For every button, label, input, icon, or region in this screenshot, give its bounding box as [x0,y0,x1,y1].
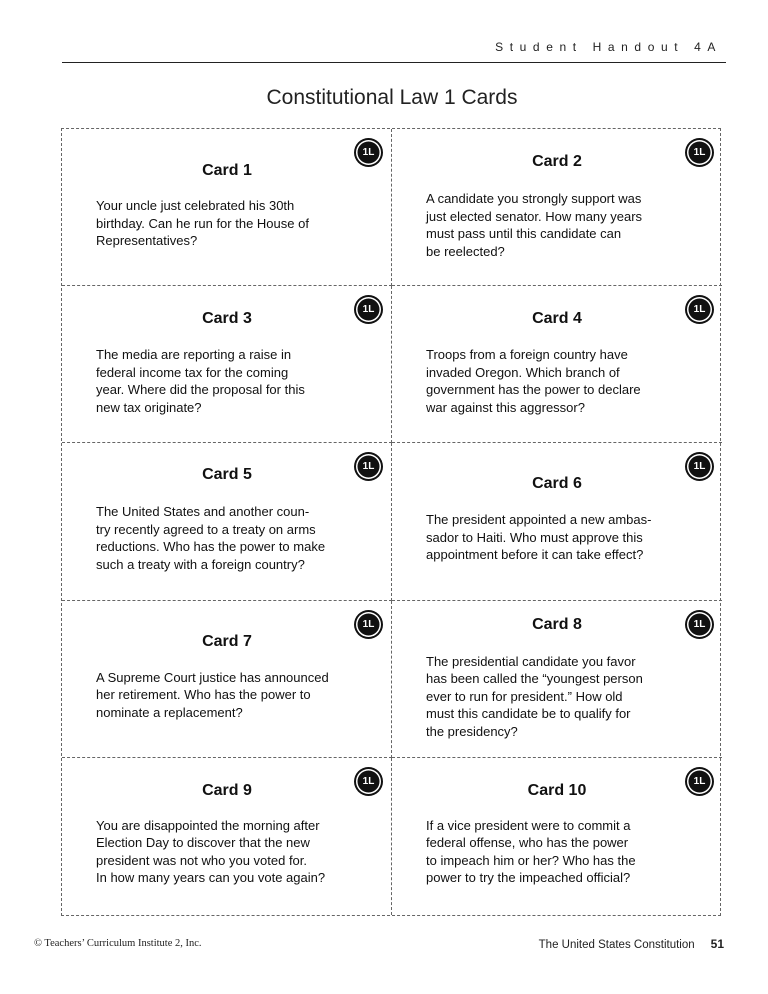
card-9 [62,758,392,915]
card-title: Card 7 [202,632,252,650]
card-6 [392,443,722,600]
card-question: A Supreme Court justice has announced her retirement. Who has the power to nominate a replacement? [96,669,329,720]
card-title: Card 6 [532,475,582,493]
badge-1l-icon: 1L [356,612,381,637]
card-grid [61,128,721,916]
card-title: Card 1 [202,162,252,179]
card-title: Card 8 [532,615,582,633]
badge-1l-icon: 1L [687,454,712,479]
handout-label: Student Handout 4A [495,40,722,54]
card-2 [392,129,722,286]
header-divider [62,62,726,63]
copyright-notice: © Teachers’ Curriculum Institute 2, Inc. [34,938,202,949]
card-question: Troops from a foreign country have invaded Oregon. Which branch of government has the power to declare war against this aggressor? [426,347,641,415]
badge-1l-icon: 1L [356,140,381,165]
card-1 [62,129,392,286]
card-question: The media are reporting a raise in federal income tax for the coming year. Where did the proposal for this new tax originate? [96,347,305,415]
badge-1l-icon: 1L [687,140,712,165]
badge-1l-icon: 1L [687,297,712,322]
card-question: The United States and another coun- try recently agreed to a treaty on arms reductions. Who has the power to make such a treaty with a foreign country? [96,504,326,572]
card-title: Card 9 [202,781,252,799]
card-question: Your uncle just celebrated his 30th birthday. Can he run for the House of Representatives? [96,198,309,248]
badge-1l-icon: 1L [356,454,381,479]
card-7 [62,601,392,758]
card-title: Card 5 [202,466,252,484]
card-question: The president appointed a new ambas- sador to Haiti. Who must approve this appointment before it can take effect? [426,512,652,563]
card-title: Card 10 [527,781,587,799]
card-title: Card 2 [532,153,582,170]
card-4 [392,286,722,443]
card-question: A candidate you strongly support was just elected senator. How many years must pass until this candidate can be reelected? [426,191,643,259]
card-question: The presidential candidate you favor has been called the “youngest person ever to run for president.” How old must this candidate be to qualify for the presidency? [426,653,643,739]
page-title: Constitutional Law 1 Cards [266,86,518,109]
card-3 [62,286,392,443]
badge-1l-icon: 1L [687,612,712,637]
badge-1l-icon: 1L [687,769,712,794]
footer-right [539,937,724,951]
card-question: If a vice president were to commit a federal offense, who has the power to impeach him or her? Who has the power to try the impeached official? [426,817,636,886]
card-question: You are disappointed the morning after Election Day to discover that the new president was not who you voted for. In how many years can you vote again? [96,817,326,886]
card-10 [392,758,722,915]
card-title: Card 4 [532,310,582,328]
badge-1l-icon: 1L [356,297,381,322]
book-title: The United States Constitution [538,939,695,951]
card-5 [62,443,392,600]
card-8 [392,601,722,758]
page-number: 51 [710,937,724,951]
badge-1l-icon: 1L [356,769,381,794]
card-title: Card 3 [202,310,252,328]
